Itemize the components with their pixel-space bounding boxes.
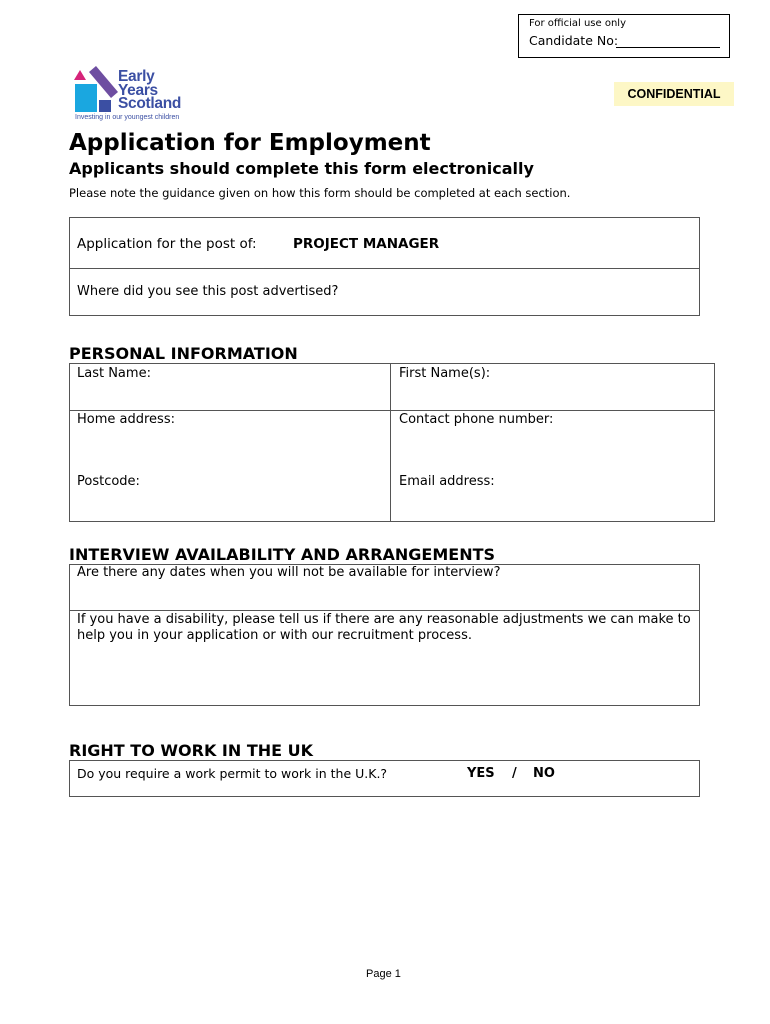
logo-cyan-square [75, 84, 97, 112]
personal-information-box [69, 363, 715, 522]
interview-availability-heading: INTERVIEW AVAILABILITY AND ARRANGEMENTS [69, 545, 496, 564]
logo-wordmark [118, 70, 208, 111]
logo-blue-square [99, 100, 111, 112]
interview-row-divider [69, 610, 700, 611]
personal-column-divider [390, 363, 391, 522]
contact-phone-field[interactable]: Contact phone number: [399, 412, 554, 427]
post-advertised-field[interactable]: Where did you see this post advertised? [77, 284, 339, 299]
logo-word-scotland: Scotland [118, 95, 182, 112]
official-use-box [518, 14, 730, 58]
page-subtitle: Applicants should complete this form electronically [69, 159, 534, 178]
official-use-label: For official use only [529, 18, 626, 29]
work-permit-yes-option[interactable]: YES [467, 766, 495, 781]
guidance-note: Please note the guidance given on how this form should be completed at each section. [69, 186, 571, 200]
right-to-work-heading: RIGHT TO WORK IN THE UK [69, 741, 314, 760]
page-title: Application for Employment [69, 130, 431, 156]
work-permit-no-option[interactable]: NO [533, 766, 555, 781]
post-applied-label: Application for the post of: [77, 236, 257, 252]
logo-tagline: Investing in our youngest children [75, 114, 180, 121]
candidate-number-field[interactable] [616, 47, 720, 48]
home-address-field[interactable]: Home address: [77, 412, 175, 427]
page-number: Page 1 [366, 968, 401, 980]
logo-word-early: Early [118, 68, 155, 85]
confidential-badge: CONFIDENTIAL [614, 82, 734, 106]
postcode-field[interactable]: Postcode: [77, 474, 140, 489]
post-applied-value[interactable]: PROJECT MANAGER [293, 236, 440, 252]
logo-word-years: Years [118, 81, 158, 99]
reasonable-adjustments-field[interactable]: If you have a disability, please tell us if there are any reasonable adjustments we can make to help you in your application or with our recruitment process. [77, 612, 691, 643]
logo-magenta-triangle [74, 70, 86, 80]
email-field[interactable]: Email address: [399, 474, 495, 489]
post-box-divider [69, 268, 700, 269]
work-permit-question: Do you require a work permit to work in the U.K.? [77, 766, 388, 781]
first-names-field[interactable]: First Name(s): [399, 366, 491, 381]
personal-information-heading: PERSONAL INFORMATION [69, 344, 298, 363]
unavailable-dates-field[interactable]: Are there any dates when you will not be available for interview? [77, 565, 501, 580]
post-details-box [69, 217, 700, 316]
candidate-number-label: Candidate No: [529, 33, 619, 48]
personal-row-divider [69, 410, 715, 411]
last-name-field[interactable]: Last Name: [77, 366, 151, 381]
work-permit-separator: / [512, 766, 517, 781]
